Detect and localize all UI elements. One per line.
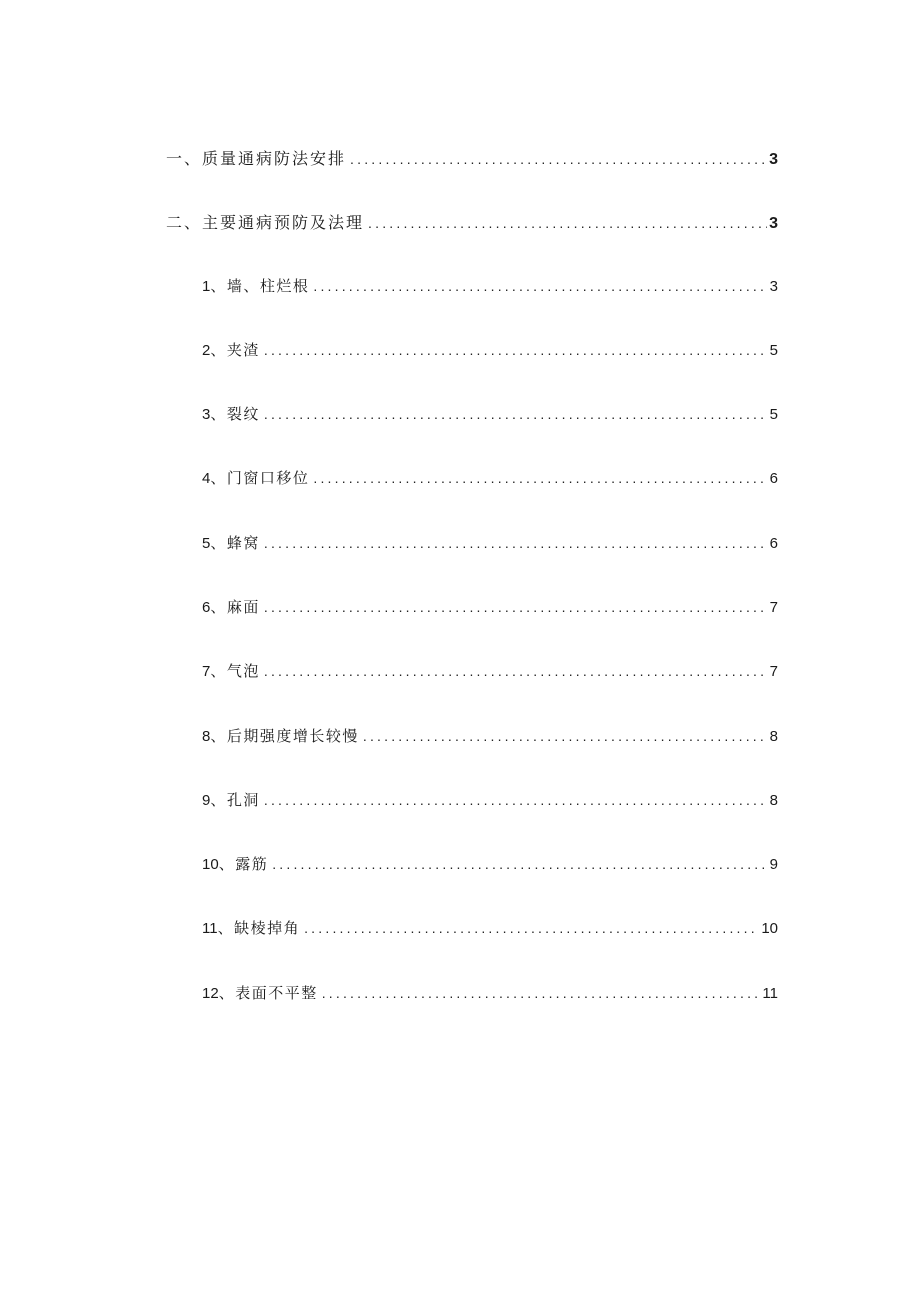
- toc-page-number: 8: [769, 792, 778, 809]
- toc-dot-leader: [264, 663, 768, 679]
- toc-section-title: 一、质量通病防法安排: [166, 149, 347, 168]
- toc-item-label: 、麻面: [210, 598, 260, 616]
- toc-item-1[interactable]: [202, 275, 778, 299]
- toc-item-label: 、蜂窝: [210, 534, 260, 552]
- toc-dot-leader: [264, 342, 768, 358]
- toc-item-10[interactable]: [202, 853, 778, 877]
- toc-item-title: [202, 725, 359, 746]
- toc-dot-leader: [368, 215, 767, 231]
- toc-item-title: [202, 275, 309, 296]
- toc-page-number: 10: [761, 920, 778, 937]
- toc-page-number: 9: [769, 856, 778, 873]
- toc-item-title: [202, 403, 260, 424]
- toc-page-number: 6: [769, 535, 778, 552]
- toc-dot-leader: [313, 470, 767, 486]
- toc-item-6[interactable]: [202, 596, 778, 620]
- toc-item-number: 6: [202, 599, 211, 616]
- toc-item-11[interactable]: [202, 917, 778, 941]
- toc-item-number: 5: [202, 535, 211, 552]
- toc-item-title: [202, 853, 268, 874]
- toc-item-title: [202, 467, 309, 488]
- toc-dot-leader: [322, 985, 761, 1001]
- toc-dot-leader: [363, 728, 768, 744]
- toc-item-number: 4: [202, 470, 211, 487]
- toc-dot-leader: [304, 920, 759, 936]
- toc-item-number: 3: [202, 406, 211, 423]
- toc-item-number: 2: [202, 342, 211, 359]
- toc-dot-leader: [264, 599, 768, 615]
- toc-item-9[interactable]: [202, 789, 778, 813]
- toc-item-2[interactable]: [202, 339, 778, 363]
- toc-page-number: 8: [769, 728, 778, 745]
- toc-item-title: [202, 917, 300, 938]
- toc-item-label: 、夹渣: [210, 341, 260, 359]
- toc-item-title: [202, 532, 260, 553]
- toc-page-number: 3: [769, 278, 778, 295]
- toc-item-3[interactable]: [202, 403, 778, 427]
- toc-section-2[interactable]: [166, 210, 778, 234]
- toc-page-number: 7: [769, 599, 778, 616]
- toc-page-number: 5: [769, 406, 778, 423]
- toc-item-label: 、孔洞: [210, 791, 260, 809]
- toc-page-number: 6: [769, 470, 778, 487]
- toc-item-title: [202, 596, 260, 617]
- toc-page-number: 11: [762, 985, 778, 1002]
- toc-dot-leader: [313, 278, 767, 294]
- toc-item-label: 、气泡: [210, 662, 260, 680]
- toc-dot-leader: [272, 856, 767, 872]
- toc-item-number: 11: [202, 920, 218, 937]
- toc-section-1[interactable]: [166, 146, 778, 170]
- toc-item-12[interactable]: [202, 982, 778, 1006]
- toc-item-number: 7: [202, 663, 211, 680]
- toc-item-label: 、裂纹: [210, 405, 260, 423]
- toc-item-title: [202, 339, 260, 360]
- toc-item-4[interactable]: [202, 467, 778, 491]
- toc-item-title: [202, 982, 318, 1003]
- toc-dot-leader: [264, 792, 768, 808]
- toc-item-number: 12: [202, 985, 219, 1002]
- toc-page-number: 3: [769, 215, 778, 232]
- toc-item-8[interactable]: [202, 725, 778, 749]
- toc-page-number: 3: [769, 151, 778, 168]
- toc-item-5[interactable]: [202, 532, 778, 556]
- toc-item-number: 9: [202, 792, 211, 809]
- toc-page-number: 5: [769, 342, 778, 359]
- toc-item-label: 、露筋: [218, 855, 269, 873]
- toc-section-title: 二、主要通病预防及法理: [166, 213, 365, 232]
- toc-dot-leader: [350, 151, 767, 167]
- toc-item-label: 、缺棱掉角: [217, 919, 301, 937]
- toc-item-number: 1: [202, 278, 211, 295]
- toc-item-7[interactable]: [202, 660, 778, 684]
- toc-item-number: 8: [202, 728, 211, 745]
- toc-item-label: 、门窗口移位: [210, 469, 310, 487]
- toc-item-number: 10: [202, 856, 219, 873]
- toc-item-label: 、后期强度增长较慢: [210, 727, 359, 745]
- toc-item-label: 、表面不平整: [218, 984, 318, 1002]
- toc-item-title: [202, 789, 260, 810]
- toc-item-label: 、墙、柱烂根: [210, 277, 310, 295]
- toc-dot-leader: [264, 406, 768, 422]
- toc-dot-leader: [264, 535, 768, 551]
- toc-page-number: 7: [769, 663, 778, 680]
- toc-item-title: [202, 660, 260, 681]
